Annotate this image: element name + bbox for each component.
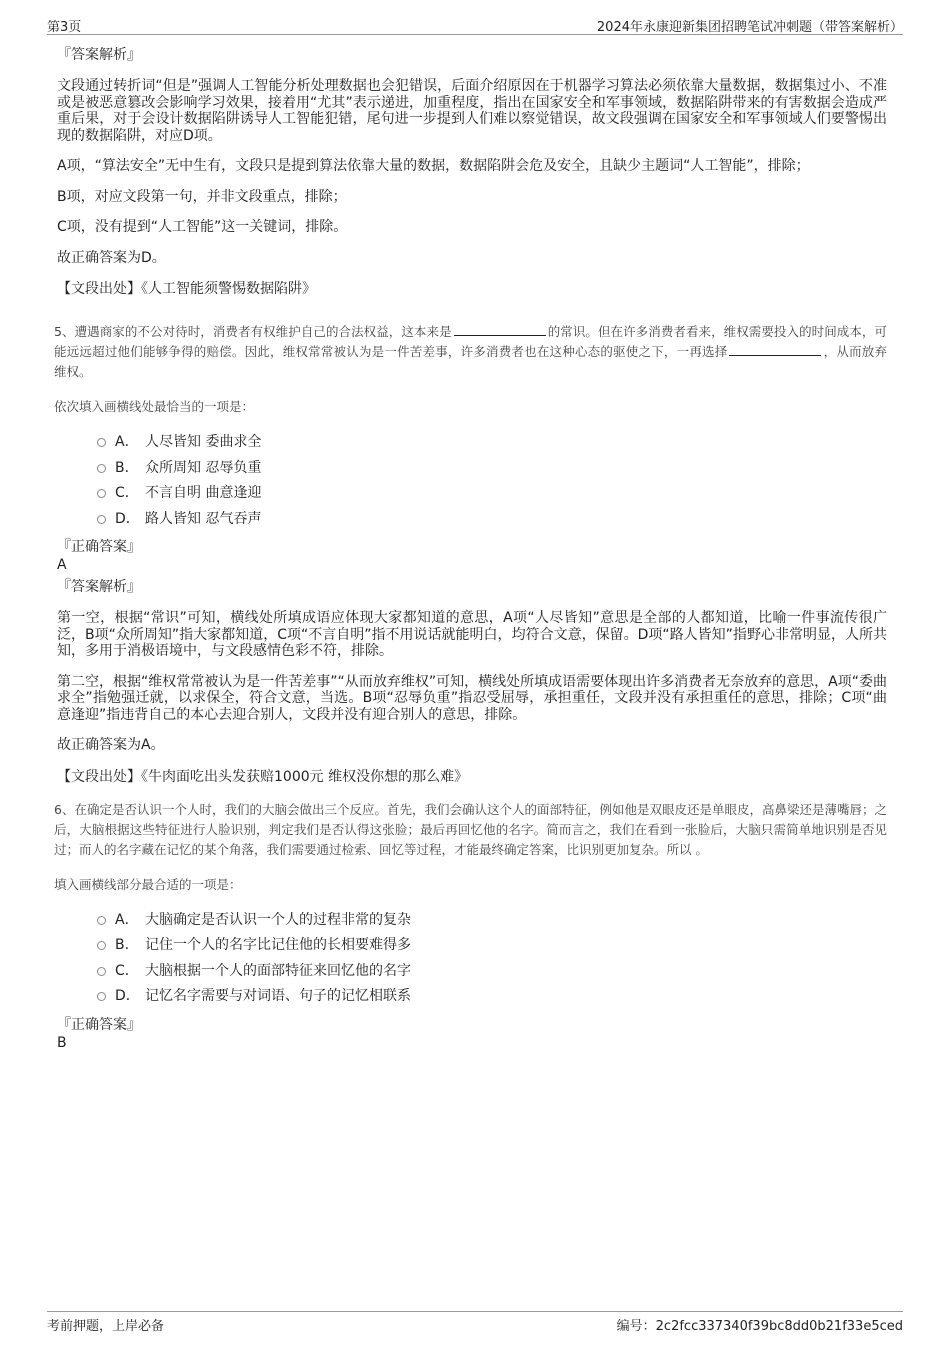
option-d[interactable] [97, 507, 887, 533]
option-letter: A． [115, 911, 139, 928]
option-text: 人尽皆知 委曲求全 [145, 434, 262, 450]
radio-icon[interactable] [97, 967, 106, 976]
analysis-label: 『答案解析』 [57, 579, 141, 595]
option-text: 不言自明 曲意逢迎 [145, 485, 262, 501]
radio-icon[interactable] [97, 515, 106, 524]
q4-analysis [57, 46, 887, 298]
fill-blank [454, 323, 546, 336]
question-text-part: 的常识。但在许多消费者看来，维权需要投入的时间成本，可能远远超过他们能够争得的赔偿。因此，维权常常被认为是一件苦差事，许多消费者也在这种心态的驱使之下，一再选择 [54, 324, 887, 359]
option-text: 记忆名字需要与对词语、句子的记忆相联系 [145, 988, 411, 1004]
answer-value: A [57, 557, 67, 573]
analysis-label: 『答案解析』 [57, 47, 141, 63]
answer-label: 『正确答案』 [57, 539, 141, 555]
option-text: 记住一个人的名字比记住他的长相要难得多 [145, 937, 411, 953]
option-letter: A． [115, 434, 139, 450]
question-prompt: 依次填入画横线处最恰当的一项是： [54, 399, 255, 414]
question-6 [54, 800, 887, 1052]
radio-icon[interactable] [97, 489, 106, 498]
analysis-paragraph: 第二空，根据“维权常常被认为是一件苦差事”“从而放弃维权”可知，横线处所填成语需要体现出许多消费者无奈放弃的意思，A项“委曲求全”指勉强迁就，以求保全，符合文意，当选。B项“忍辱负重”指忍受屈辱，承担重任，文段并没有承担重任的意思，排除；C项“曲意逢迎”指违背自己的本心去迎合别人，文段并没有迎合别人的意思，排除。 [57, 673, 887, 723]
question-text-part: 5、遭遇商家的不公对待时，消费者有权维护自己的合法权益，这本来是 [54, 324, 452, 339]
text-source: 【文段出处】《牛肉面吃出头发获赔1000元 维权没你想的那么难》 [57, 768, 469, 785]
option-letter: C． [115, 962, 139, 979]
option-d[interactable] [97, 984, 887, 1010]
option-letter: D． [115, 988, 140, 1004]
radio-icon[interactable] [97, 941, 106, 950]
option-letter: C． [115, 485, 139, 501]
analysis-paragraph: 文段通过转折词“但是”强调人工智能分析处理数据也会犯错误，后面介绍原因在于机器学习算法必须依靠大量数据，数据集过小、不准或是被恶意篡改会影响学习效果，接着用“尤其”表示递进，加重程度，指出在国家安全和军事领域，数据陷阱带来的有害数据会造成严重后果，对于会设计数据陷阱诱导人工智能犯错，尾句进一步提到人们难以察觉错误，故文段强调在国家安全和军事领域人们要警惕出现的数据陷阱，对应D项。 [57, 78, 887, 144]
analysis-conclusion: 故正确答案为A。 [57, 737, 165, 753]
footer-slogan: 考前押题，上岸必备 [47, 1319, 165, 1334]
option-text: 众所周知 忍辱负重 [145, 459, 262, 476]
analysis-paragraph: C项，没有提到“人工智能”这一关键词，排除。 [57, 219, 348, 235]
option-a[interactable] [97, 430, 887, 456]
radio-icon[interactable] [97, 992, 106, 1001]
option-a[interactable] [97, 908, 887, 934]
question-text-part: ，从而放弃维权。 [54, 344, 887, 379]
radio-icon[interactable] [97, 438, 106, 447]
question-5 [54, 322, 887, 786]
analysis-paragraph: B项，对应文段第一句，并非文段重点，排除； [57, 188, 347, 205]
page-content [54, 46, 887, 1056]
question-text [54, 322, 887, 382]
analysis-paragraph: A项，“算法安全”无中生有，文段只是提到算法依靠大量的数据，数据陷阱会危及安全，且缺少主题词“人工智能”，排除； [57, 158, 810, 174]
option-text: 大脑确定是否认识一个人的过程非常的复杂 [145, 911, 411, 928]
option-list [97, 908, 887, 1010]
option-b[interactable] [97, 456, 887, 482]
option-letter: B． [115, 937, 139, 953]
answer-value: B [57, 1034, 67, 1051]
text-source: 【文段出处】《人工智能须警惕数据陷阱》 [57, 281, 316, 297]
radio-icon[interactable] [97, 916, 106, 925]
page-number: 第3页 [47, 20, 82, 35]
page-header [47, 14, 903, 35]
analysis-conclusion: 故正确答案为D。 [57, 249, 166, 266]
answer-label: 『正确答案』 [57, 1016, 141, 1033]
question-text: 6、在确定是否认识一个人时，我们的大脑会做出三个反应。首先，我们会确认这个人的面部特征，例如他是双眼皮还是单眼皮，高鼻梁还是薄嘴唇；之后，大脑根据这些特征进行人脸识别，判定我们是否认得这张脸；最后再回忆他的名字。简而言之，我们在看到一张脸后，大脑只需简单地识别是否见过；而人的名字藏在记忆的某个角落，我们需要通过检索、回忆等过程，才能最终确定答案，比识别更加复杂。所以 。 [54, 801, 887, 857]
page-footer [47, 1311, 903, 1332]
option-c[interactable] [97, 481, 887, 507]
option-text: 路人皆知 忍气吞声 [145, 510, 262, 527]
option-c[interactable] [97, 959, 887, 985]
option-list [97, 430, 887, 532]
fill-blank [729, 343, 821, 356]
option-b[interactable] [97, 933, 887, 959]
radio-icon[interactable] [97, 464, 106, 473]
option-letter: D． [115, 510, 140, 527]
option-text: 大脑根据一个人的面部特征来回忆他的名字 [145, 962, 411, 979]
option-letter: B． [115, 459, 139, 476]
document-code: 编号：2c2fcc337340f39bc8dd0b21f33e5ced [616, 1319, 903, 1334]
document-title: 2024年永康迎新集团招聘笔试冲刺题（带答案解析） [596, 20, 903, 35]
question-prompt: 填入画横线部分最合适的一项是： [54, 876, 242, 892]
analysis-paragraph: 第一空，根据“常识”可知，横线处所填成语应体现大家都知道的意思，A项“人尽皆知”意思是全部的人都知道，比喻一件事流传很广泛，B项“众所周知”指大家都知道，C项“不言自明”指不用说话就能明白，均符合文意，保留。D项“路人皆知”指野心非常明显，人所共知，多用于消极语境中，与文段感情色彩不符，排除。 [57, 610, 887, 659]
